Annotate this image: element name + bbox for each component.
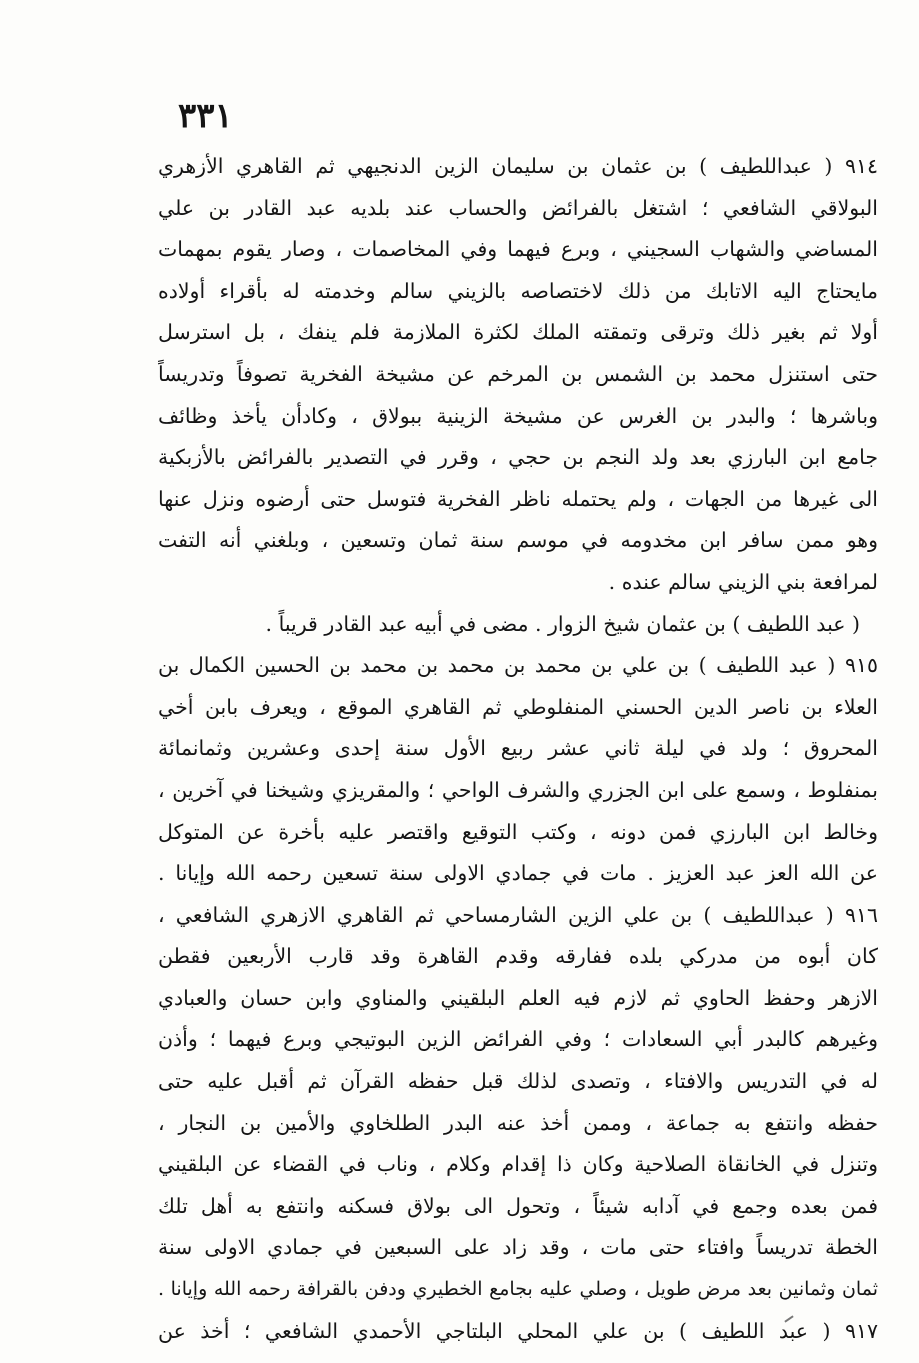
text-line: وهو ممن سافر ابن مخدومه في موسم سنة ثمان وتسعين ، وبلغني أنه التفت — [158, 528, 878, 553]
body-text — [158, 146, 878, 1352]
text-line: فمن بعده وجمع في آدابه شيئاً ، وتحول الى بولاق فسكنه وانتفع به أهل تلك — [158, 1193, 878, 1218]
text-line: حفظه وانتفع به جماعة ، وممن أخذ عنه البدر الطلخاوي والأمين بن النجار ، — [158, 1110, 878, 1135]
text-line: مايحتاج اليه الاتابك من ذلك لاختصاصه بالزيني سالم وخدمته له بأقراء أولاده — [158, 278, 878, 303]
text-line: وخالط ابن البارزي فمن دونه ، وكتب التوقيع واقتصر عليه بأخرة عن المتوكل — [158, 819, 878, 844]
text-line: حتى استنزل محمد بن الشمس بن المرخم عن مشيخة الفخرية تصوفاً وتدريساً — [158, 361, 878, 386]
text-line: كان أبوه من مدركي بلده ففارقه وقدم القاهرة وقد قارب الأربعين فقطن — [158, 944, 878, 969]
text-line: وباشرها ؛ والبدر بن الغرس عن مشيخة الزينية ببولاق ، وكادأن يأخذ وظائف — [158, 403, 878, 428]
text-line: بمنفلوط ، وسمع على ابن الجزري والشرف الواحي ؛ والمقريزي وشيخنا في آخرين ، — [158, 777, 878, 802]
text-line: جامع ابن البارزي بعد ولد النجم بن حجي ، وقرر في التصدير بالفرائض بالأزبكية — [158, 445, 878, 470]
text-line: ٩١٧ ( عبد اللطيف ) بن علي المحلي البلتاجي الأحمدي الشافعي ؛ أخذ عن — [158, 1318, 878, 1343]
text-line: الى غيرها من الجهات ، ولم يحتمله ناظر الفخرية فتوسل حتى أرضوه ونزل عنها — [158, 486, 878, 511]
text-line: عن الله العز عبد العزيز . مات في جمادي الاولى سنة تسعين رحمه الله وإيانا . — [158, 861, 878, 886]
text-line: وغيرهم كالبدر أبي السعادات ؛ وفي الفرائض الزين البوتيجي وبرع فيهما ؛ وأذن — [158, 1027, 878, 1052]
text-line: له في التدريس والافتاء ، وتصدى لذلك قبل حفظه القرآن ثم أقبل عليه حتى — [158, 1069, 878, 1094]
text-line: ٩١٦ ( عبداللطيف ) بن علي الزين الشارمساحي ثم القاهري الازهري الشافعي ، — [158, 902, 878, 927]
text-line: العلاء بن ناصر الدين الحسني المنفلوطي ثم القاهري الموقع ، ويعرف بابن أخي — [158, 694, 878, 719]
page-number: ٣٣١ — [178, 96, 233, 136]
text-line: ٩١٤ ( عبداللطيف ) بن عثمان بن سليمان الزين الدنجيهي ثم القاهري الأزهري — [158, 154, 878, 178]
text-line: أولا ثم بغير ذلك وترقى وتمقته الملك لكثرة الملازمة فلم ينفك ، بل استرسل — [158, 320, 878, 345]
text-line: المساضي والشهاب السجيني ، وبرع فيهما وفي المخاصمات ، وصار يقوم بمهمات — [158, 237, 878, 262]
text-line: الخطة تدريساً وافتاء حتى مات ، وقد زاد على السبعين في جمادي الاولى سنة — [158, 1235, 878, 1260]
text-line: البولاقي الشافعي ؛ اشتغل بالفرائض والحساب عند بلديه عبد القادر بن علي — [158, 195, 878, 220]
text-line: المحروق ؛ ولد في ليلة ثاني عشر ربيع الأول سنة إحدى وعشرين وثمانمائة — [158, 736, 878, 761]
text-line: ( عبد اللطيف ) بن عثمان شيخ الزوار . مضى في أبيه عبد القادر قريباً . — [265, 611, 860, 636]
text-line: ثمان وثمانين بعد مرض طويل ، وصلي عليه بجامع الخطيري ودفن بالقرافة رحمه الله وإيانا . — [158, 1278, 878, 1301]
text-line: الازهر وحفظ الحاوي ثم لازم فيه العلم البلقيني والمناوي وابن حسان والعبادي — [158, 985, 878, 1010]
text-line: ٩١٥ ( عبد اللطيف ) بن علي بن محمد بن محمد بن محمد بن الحسين الكمال بن — [158, 653, 878, 678]
text-line: لمرافعة بني الزيني سالم عنده . — [608, 569, 878, 594]
text-line: وتنزل في الخانقاة الصلاحية وكان ذا إقدام وكلام ، وناب في القضاء عن البلقيني — [158, 1152, 878, 1177]
